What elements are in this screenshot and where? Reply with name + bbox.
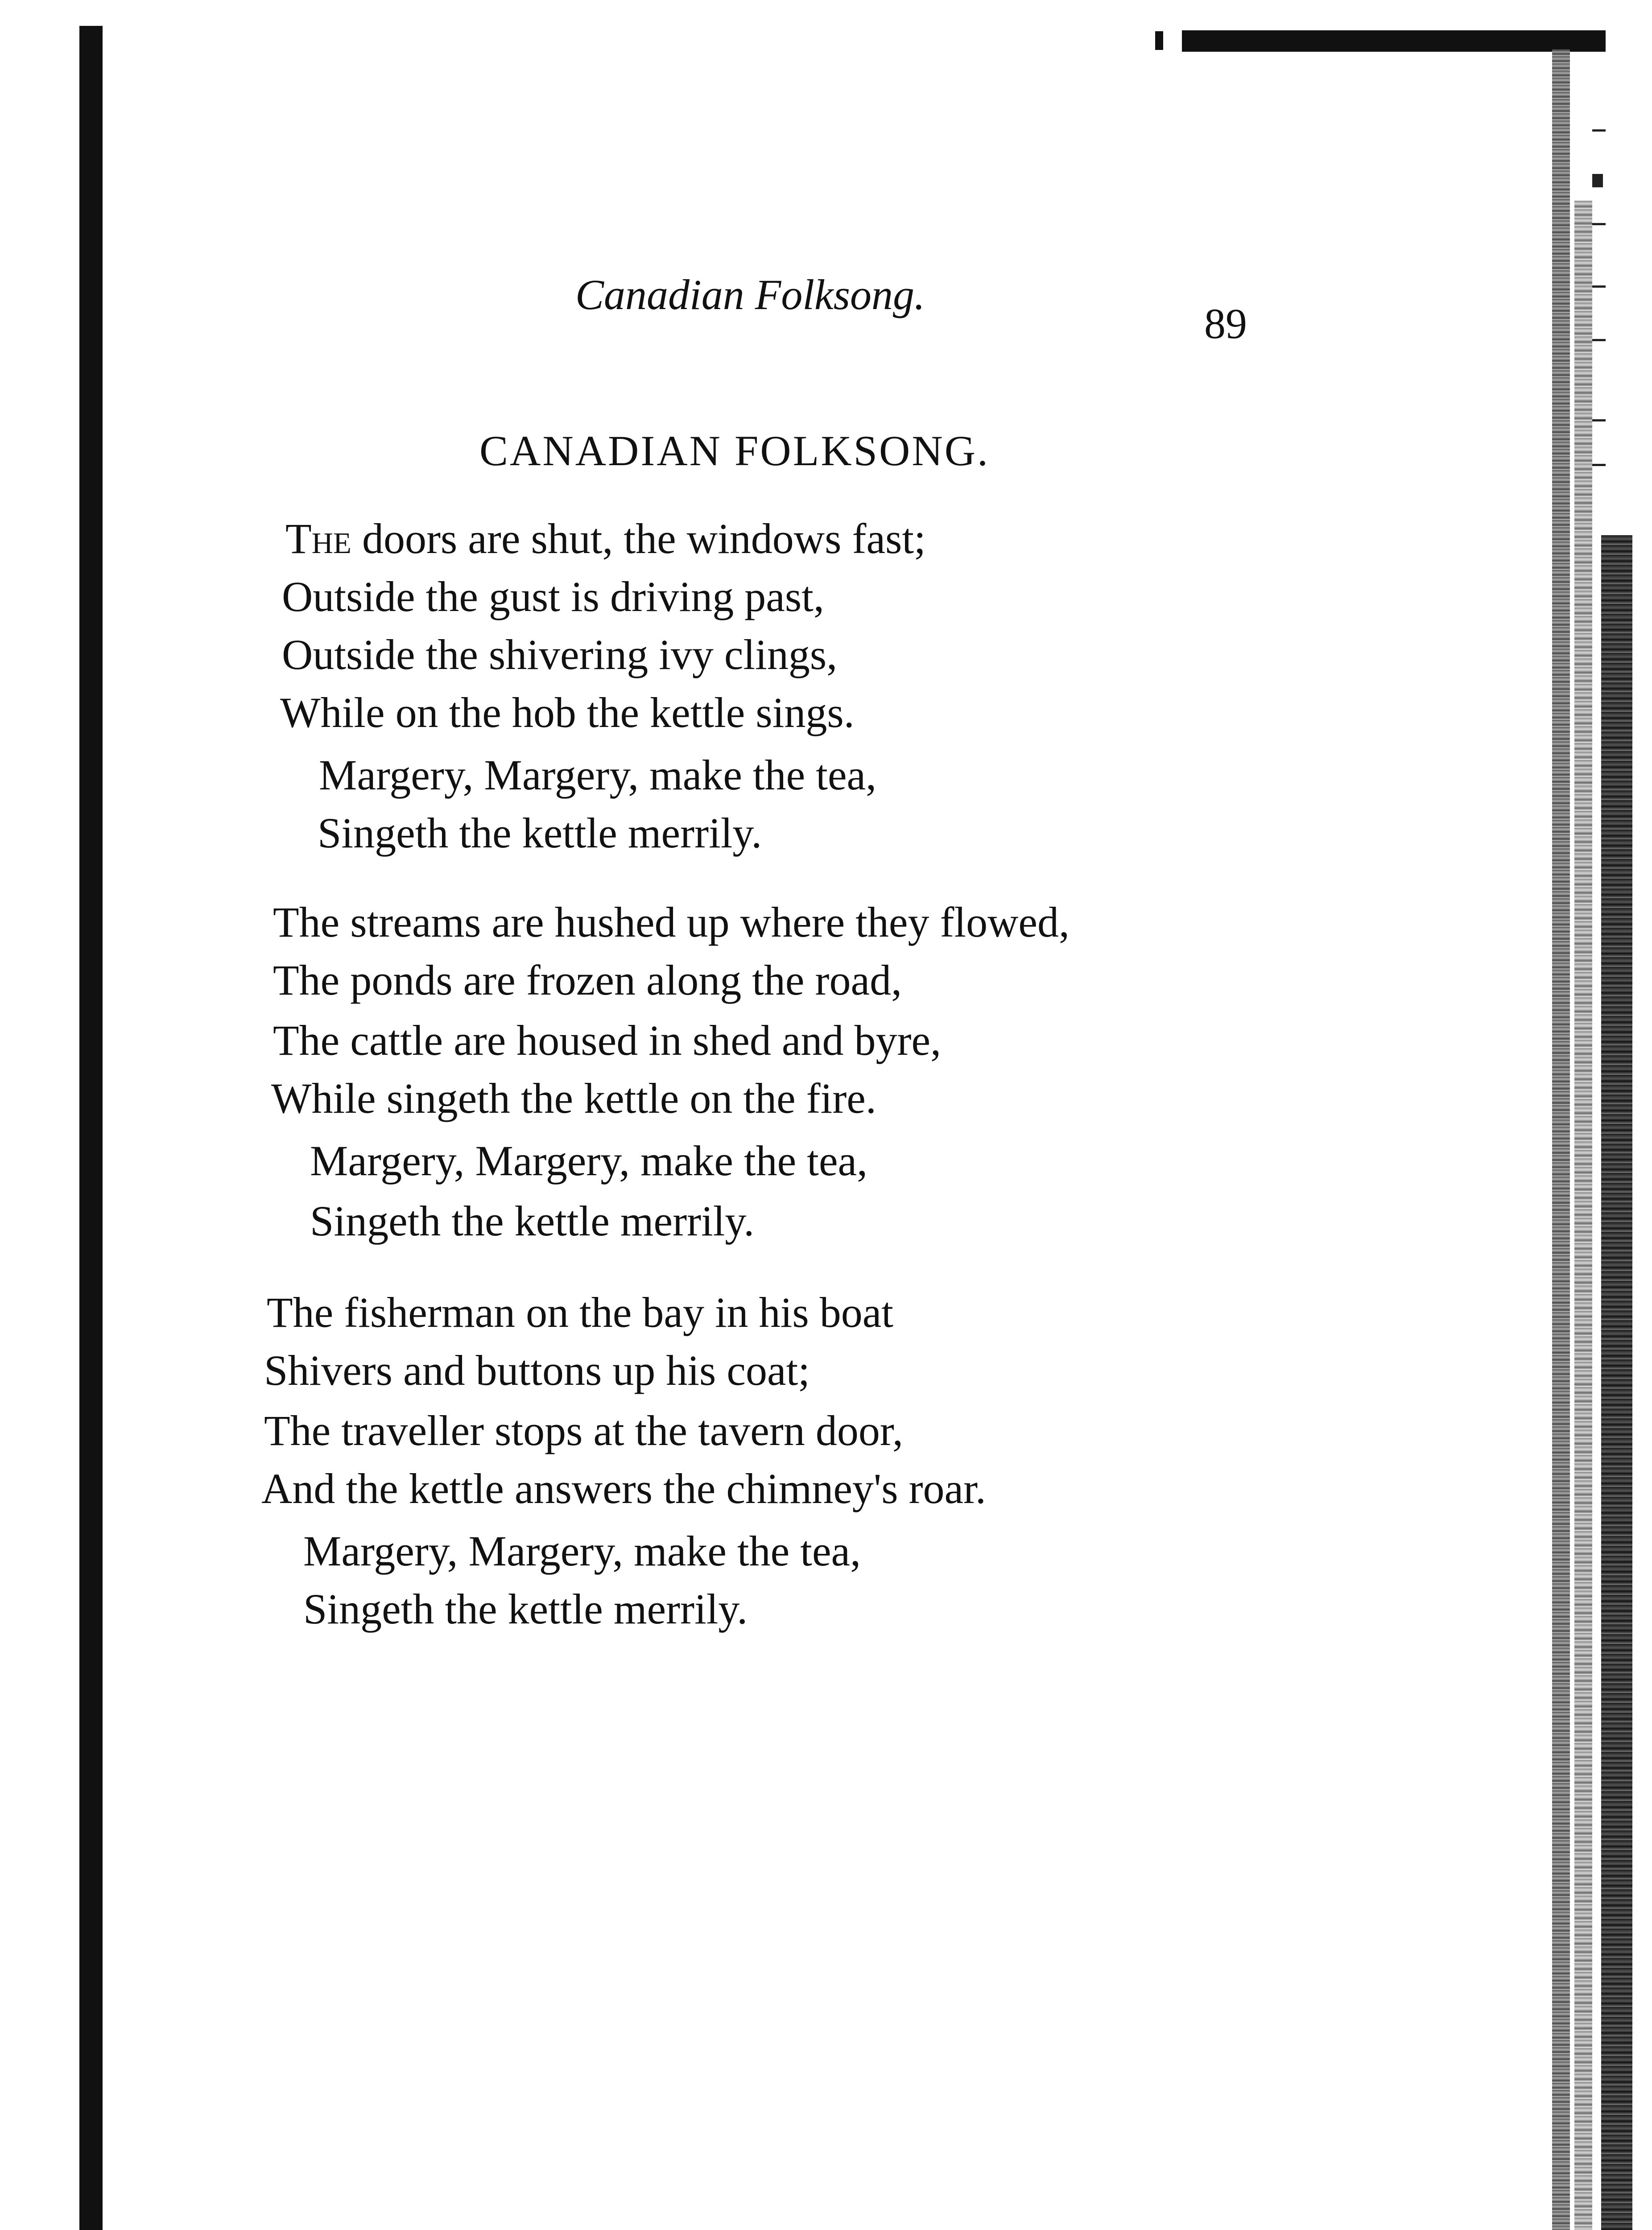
poem-line: And the kettle answers the chimney's roar. bbox=[261, 1465, 986, 1512]
page-number: 89 bbox=[1204, 300, 1247, 347]
poem-line: The ponds are frozen along the road, bbox=[273, 956, 902, 1004]
poem-line: The cattle are housed in shed and byre, bbox=[273, 1016, 942, 1064]
scan-edge-mark bbox=[1592, 419, 1606, 421]
scan-top-tick bbox=[1155, 31, 1163, 50]
poem-line: While singeth the kettle on the fire. bbox=[271, 1074, 876, 1122]
scan-edge-mark bbox=[1592, 285, 1606, 288]
running-head: Canadian Folksong. bbox=[575, 271, 925, 318]
scan-edge-mark bbox=[1592, 129, 1606, 132]
refrain-line: Margery, Margery, make the tea, bbox=[303, 1527, 861, 1575]
scan-top-edge-bar bbox=[1182, 30, 1606, 52]
poem-title: CANADIAN FOLKSONG. bbox=[479, 427, 990, 475]
refrain-line: Singeth the kettle merrily. bbox=[318, 809, 762, 857]
poem-line: The streams are hushed up where they flowed, bbox=[273, 898, 1070, 946]
scan-right-binding-bar bbox=[1601, 535, 1632, 2230]
poem-line: Outside the shivering ivy clings, bbox=[282, 631, 838, 678]
drop-word: The bbox=[285, 515, 351, 562]
refrain-line: Margery, Margery, make the tea, bbox=[310, 1137, 868, 1185]
scan-right-shadow bbox=[1574, 201, 1592, 2230]
line-text: doors are shut, the windows fast; bbox=[351, 515, 926, 562]
scan-edge-mark bbox=[1592, 223, 1606, 225]
scan-left-margin-bar bbox=[79, 26, 103, 2230]
scan-edge-mark bbox=[1592, 174, 1603, 187]
scan-right-page-edge bbox=[1552, 49, 1570, 2230]
refrain-line: Singeth the kettle merrily. bbox=[310, 1197, 755, 1245]
scan-edge-mark bbox=[1592, 339, 1606, 341]
poem-line bbox=[285, 517, 926, 560]
refrain-line: Margery, Margery, make the tea, bbox=[319, 751, 877, 799]
poem-line: Outside the gust is driving past, bbox=[282, 573, 824, 620]
poem-line: While on the hob the kettle sings. bbox=[280, 689, 855, 736]
refrain-line: Singeth the kettle merrily. bbox=[303, 1585, 748, 1633]
poem-line: The traveller stops at the tavern door, bbox=[264, 1407, 903, 1454]
poem-line: The fisherman on the bay in his boat bbox=[267, 1288, 893, 1336]
scan-edge-mark bbox=[1592, 464, 1606, 466]
poem-line: Shivers and buttons up his coat; bbox=[264, 1346, 810, 1394]
